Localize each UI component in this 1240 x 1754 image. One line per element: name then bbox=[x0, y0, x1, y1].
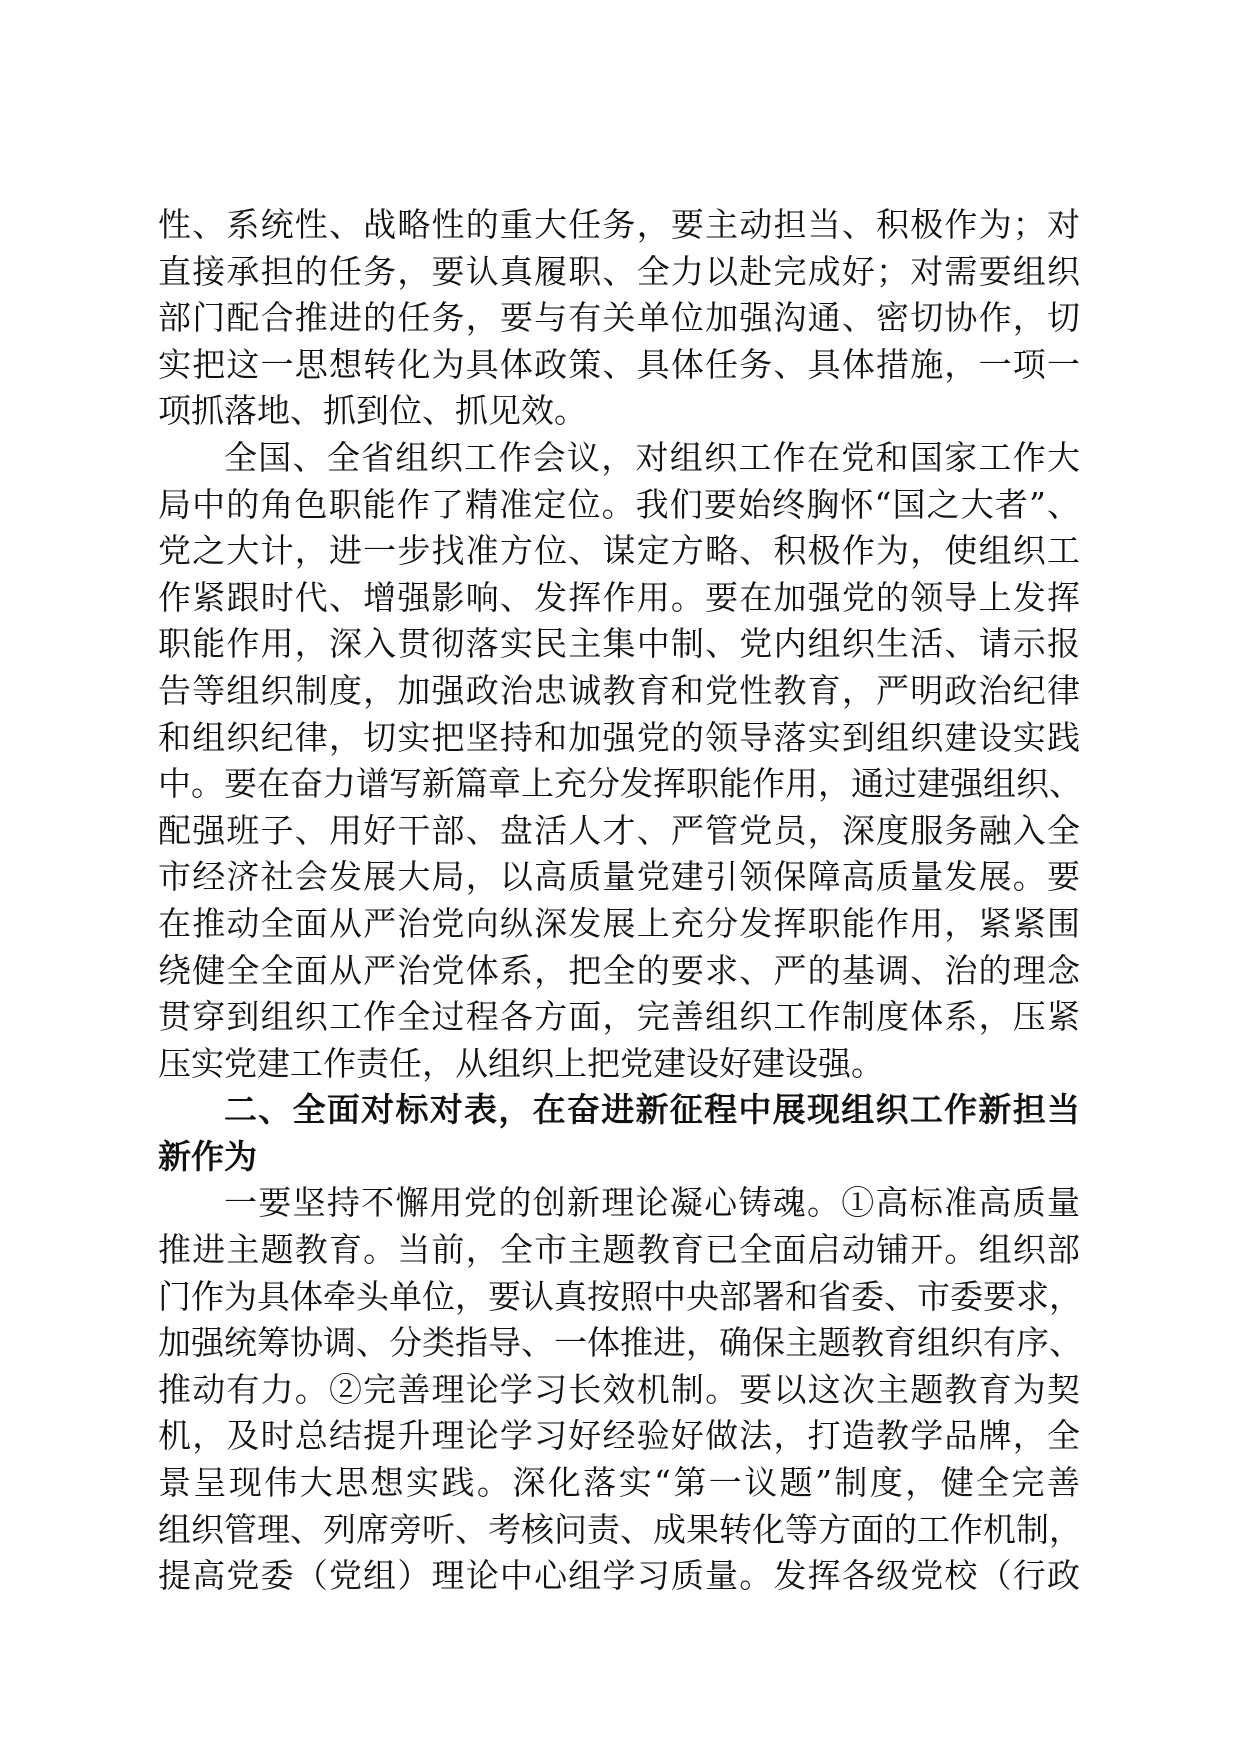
body-line: 配强班子、用好干部、盘活人才、严管党员，深度服务融入全 bbox=[158, 810, 1080, 850]
body-line: 实把这一思想转化为具体政策、具体任务、具体措施，一项一 bbox=[158, 344, 1080, 384]
body-line: 部门配合推进的任务，要与有关单位加强沟通、密切协作，切 bbox=[158, 298, 1080, 338]
body-line: 一要坚持不懈用党的创新理论凝心铸魂。①高标准高质量 bbox=[224, 1183, 1080, 1223]
body-line: 在推动全面从严治党向纵深发展上充分发挥职能作用，紧紧围 bbox=[158, 903, 1080, 943]
body-line: 绕健全全面从严治党体系，把全的要求、严的基调、治的理念 bbox=[158, 950, 1080, 990]
body-line: 景呈现伟大思想实践。深化落实“第一议题”制度，健全完善 bbox=[158, 1463, 1080, 1503]
section-heading-line: 二、全面对标对表，在奋进新征程中展现组织工作新担当 bbox=[224, 1090, 1080, 1130]
body-line: 作紧跟时代、增强影响、发挥作用。要在加强党的领导上发挥 bbox=[158, 577, 1080, 617]
body-line: 中。要在奋力谱写新篇章上充分发挥职能作用，通过建强组织、 bbox=[158, 764, 1082, 804]
body-line: 组织管理、列席旁听、考核问责、成果转化等方面的工作机制， bbox=[158, 1509, 1082, 1549]
body-line: 推动有力。②完善理论学习长效机制。要以这次主题教育为契 bbox=[158, 1369, 1080, 1409]
body-line: 全国、全省组织工作会议，对组织工作在党和国家工作大 bbox=[224, 437, 1080, 477]
body-line: 局中的角色职能作了精准定位。我们要始终胸怀“国之大者”、 bbox=[158, 484, 1080, 524]
section-heading-line: 新作为 bbox=[158, 1136, 257, 1176]
body-line: 性、系统性、战略性的重大任务，要主动担当、积极作为；对 bbox=[158, 205, 1080, 244]
body-line: 门作为具体牵头单位，要认真按照中央部署和省委、市委要求， bbox=[158, 1276, 1082, 1316]
body-line: 提高党委（党组）理论中心组学习质量。发挥各级党校（行政 bbox=[158, 1556, 1080, 1596]
body-line: 压实党建工作责任，从组织上把党建设好建设强。 bbox=[158, 1043, 884, 1083]
body-line: 机，及时总结提升理论学习好经验好做法，打造教学品牌，全 bbox=[158, 1416, 1080, 1456]
body-line: 和组织纪律，切实把坚持和加强党的领导落实到组织建设实践 bbox=[158, 717, 1080, 757]
body-line: 党之大计，进一步找准方位、谋定方略、积极作为，使组织工 bbox=[158, 531, 1080, 571]
body-line: 贯穿到组织工作全过程各方面，完善组织工作制度体系，压紧 bbox=[158, 997, 1080, 1037]
body-line: 项抓落地、抓到位、抓见效。 bbox=[158, 391, 587, 431]
body-line: 直接承担的任务，要认真履职、全力以赴完成好；对需要组织 bbox=[158, 251, 1080, 291]
body-line: 市经济社会发展大局，以高质量党建引领保障高质量发展。要 bbox=[158, 857, 1080, 897]
body-line: 职能作用，深入贯彻落实民主集中制、党内组织生活、请示报 bbox=[158, 624, 1080, 664]
body-line: 告等组织制度，加强政治忠诚教育和党性教育，严明政治纪律 bbox=[158, 670, 1080, 710]
body-line: 加强统筹协调、分类指导、一体推进，确保主题教育组织有序、 bbox=[158, 1323, 1082, 1363]
document-body bbox=[158, 202, 1080, 1600]
body-line: 推进主题教育。当前，全市主题教育已全面启动铺开。组织部 bbox=[158, 1230, 1080, 1270]
